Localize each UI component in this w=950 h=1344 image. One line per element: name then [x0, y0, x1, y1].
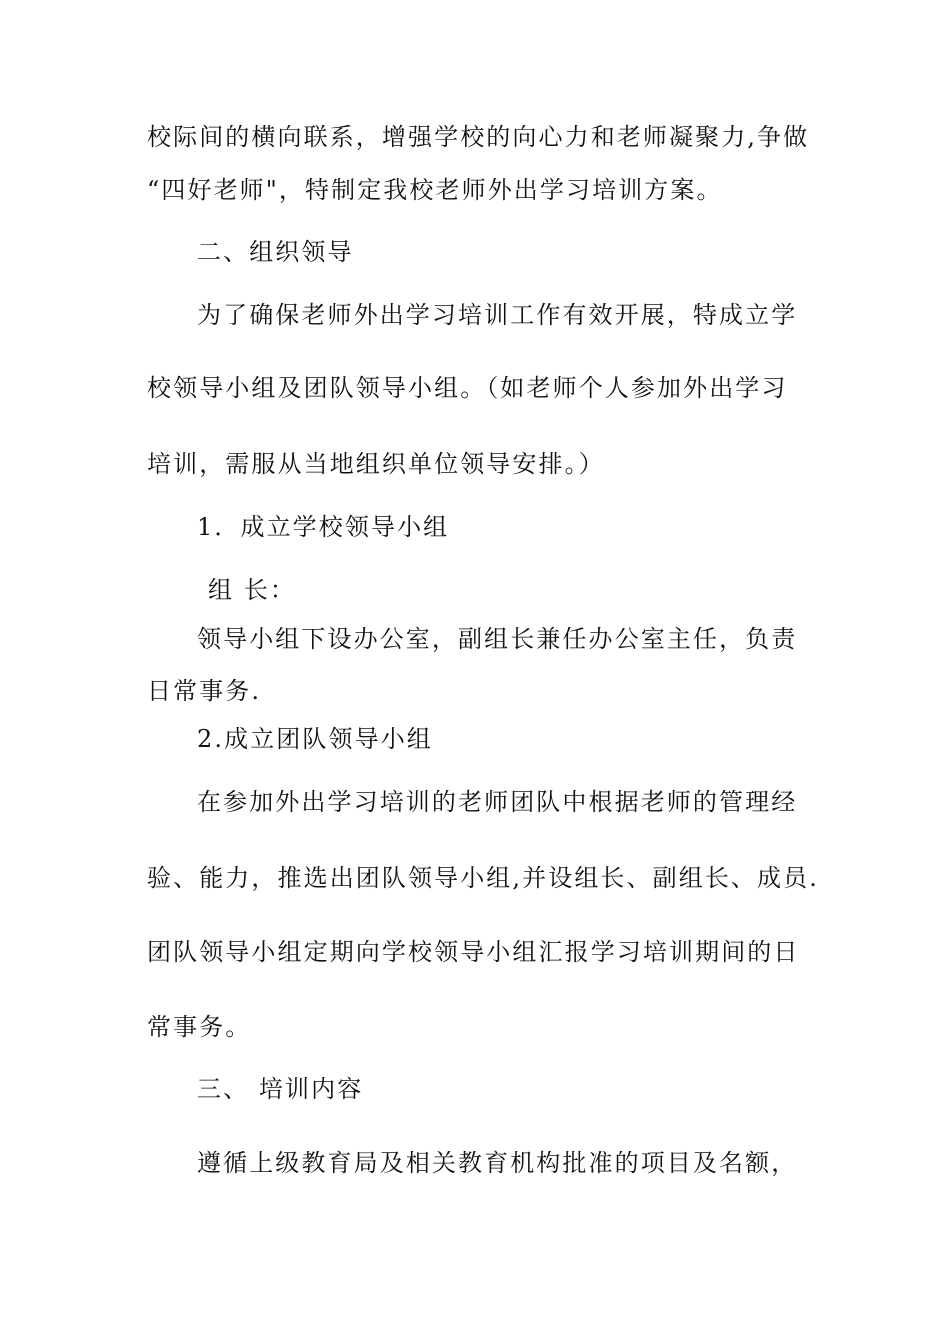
paragraph-line: “四好老师"，特制定我校老师外出学习培训方案。: [147, 176, 723, 204]
paragraph-line: 团队领导小组定期向学校领导小组汇报学习培训期间的日: [147, 938, 800, 966]
paragraph-line: 校际间的横向联系，增强学校的向心力和老师凝聚力,争做: [147, 123, 810, 151]
paragraph-line: 领导小组下设办公室，副组长兼任办公室主任，负责: [197, 625, 798, 653]
section-heading-training-content: 三、 培训内容: [197, 1075, 364, 1103]
paragraph-line: 校领导小组及团队领导小组。（如老师个人参加外出学习: [147, 374, 788, 402]
group-leader-label: 组 长：: [208, 576, 297, 604]
paragraph-line: 遵循上级教育局及相关教育机构批准的项目及名额，: [197, 1149, 798, 1177]
subsection-heading-team-group: 2.成立团队领导小组: [197, 725, 433, 753]
paragraph-line: 常事务。: [147, 1013, 252, 1041]
paragraph-line: 在参加外出学习培训的老师团队中根据老师的管理经: [197, 788, 798, 816]
section-heading-organization: 二、组织领导: [197, 238, 354, 266]
paragraph-line: 验、能力，推选出团队领导小组,并设组长、副组长、成员.: [147, 864, 819, 892]
paragraph-line: 培训，需服从当地组织单位领导安排。）: [147, 450, 605, 478]
subsection-heading-school-group: 1．成立学校领导小组: [197, 513, 450, 541]
paragraph-line: 为了确保老师外出学习培训工作有效开展，特成立学: [197, 301, 798, 329]
paragraph-line: 日常事务.: [147, 677, 262, 705]
